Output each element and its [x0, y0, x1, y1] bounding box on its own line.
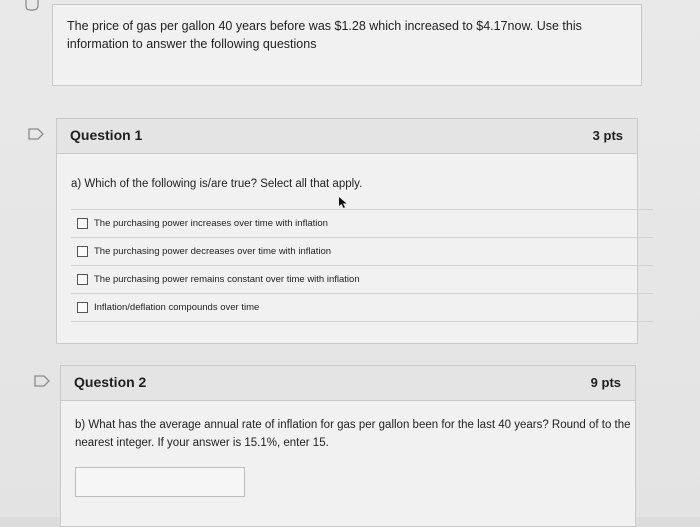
question-2-prompt: b) What has the average annual rate of inflation for gas per gallon been for the last 40 years? Round of to the nearest integer. If your answer is 15.1%, enter 15.: [75, 419, 631, 449]
question-2-header: [61, 366, 635, 401]
answer-option-4[interactable]: [71, 293, 653, 322]
question-1-header: [57, 119, 637, 154]
question-1-points: 3 pts: [592, 128, 623, 143]
answer-option-2[interactable]: [71, 237, 653, 265]
question-2-flag-icon[interactable]: [34, 375, 48, 386]
answer-1-checkbox[interactable]: [77, 218, 88, 229]
question-1-title: Question 1: [70, 127, 143, 143]
question-1-answer-list: [71, 209, 653, 322]
flag-icon[interactable]: [25, 0, 39, 11]
intro-text: The price of gas per gallon 40 years before was $1.28 which increased to $4.17now. Use this information to answer the following questions: [67, 19, 582, 51]
answer-4-checkbox[interactable]: [77, 302, 88, 313]
intro-panel: [52, 4, 642, 86]
mouse-pointer-icon: [339, 195, 347, 213]
question-1-prompt: a) Which of the following is/are true? Select all that apply.: [71, 178, 363, 190]
answer-3-checkbox[interactable]: [77, 274, 88, 285]
question-2-card: [60, 365, 636, 527]
answer-option-1[interactable]: [71, 209, 653, 237]
question-1-flag-icon[interactable]: [28, 128, 42, 139]
question-2-points: 9 pts: [590, 375, 621, 390]
answer-1-label[interactable]: The purchasing power increases over time with inflation: [94, 218, 328, 229]
question-1-card: [56, 118, 638, 344]
answer-2-checkbox[interactable]: [77, 246, 88, 257]
answer-2-label[interactable]: The purchasing power decreases over time with inflation: [94, 246, 332, 257]
answer-input[interactable]: [75, 467, 245, 497]
answer-4-label[interactable]: Inflation/deflation compounds over time: [94, 302, 260, 313]
answer-3-label[interactable]: The purchasing power remains constant over time with inflation: [94, 274, 360, 285]
question-2-title: Question 2: [74, 374, 147, 390]
answer-option-3[interactable]: [71, 265, 653, 293]
